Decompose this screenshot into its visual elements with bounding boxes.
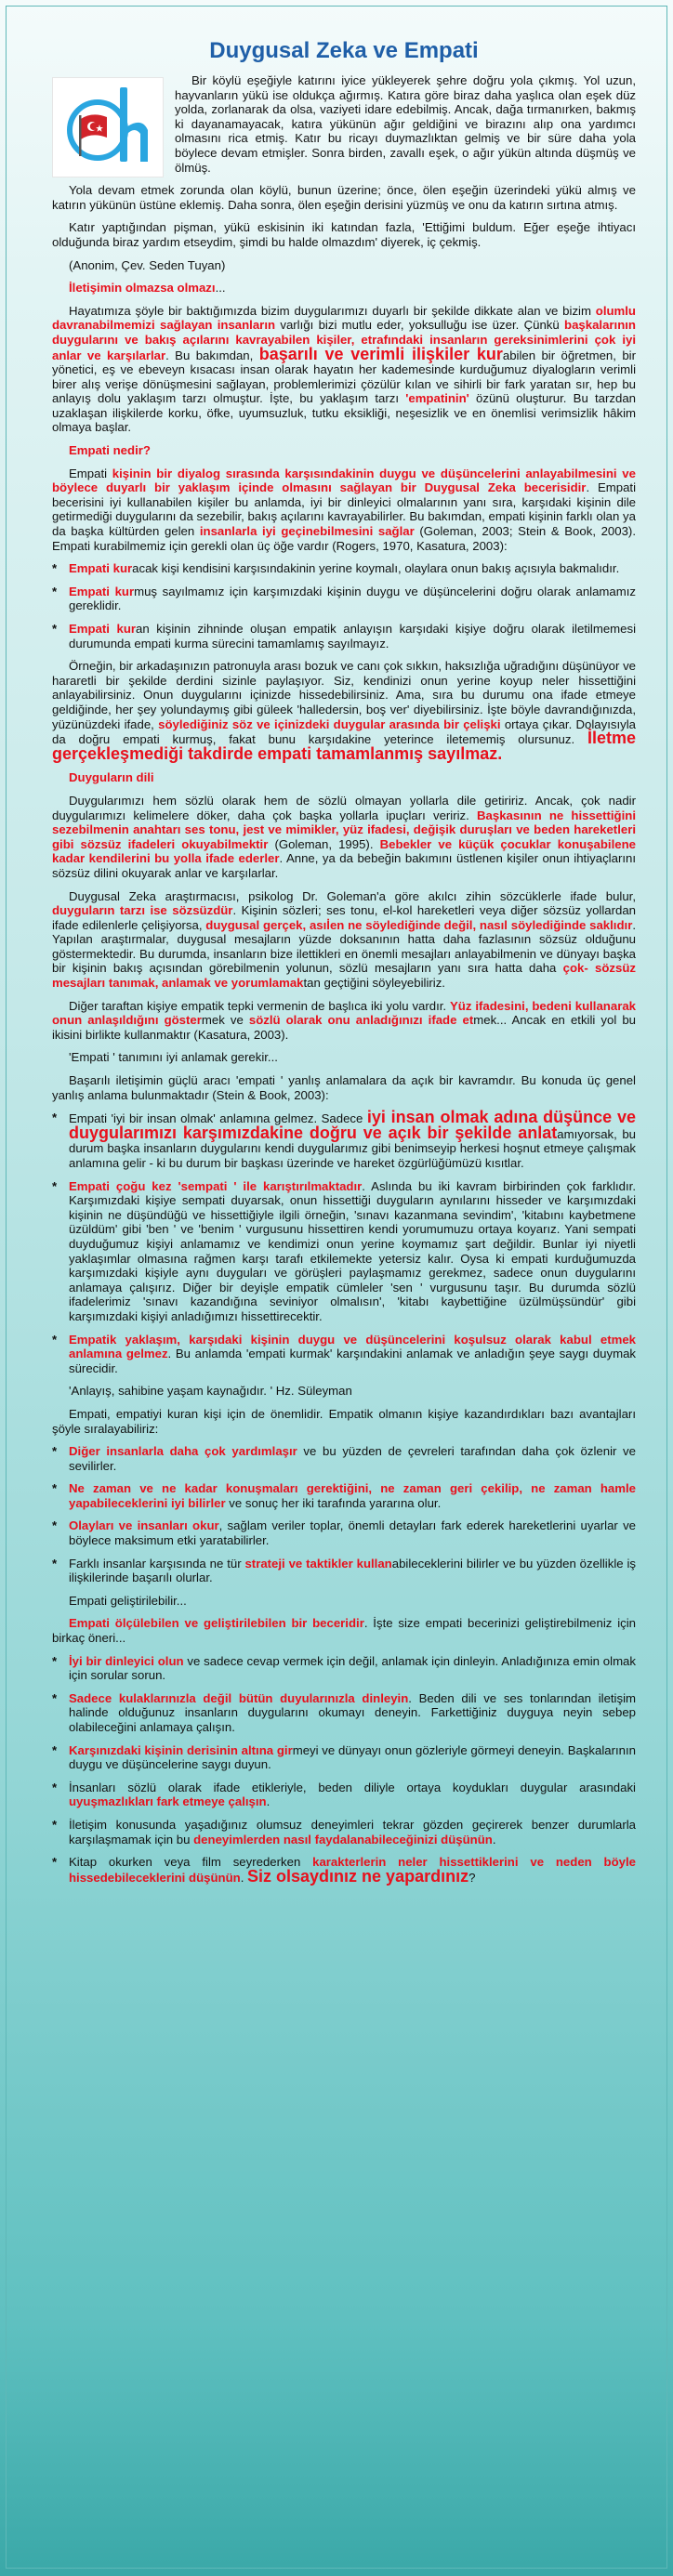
language-paragraph-1: Duygularımızı hem sözlü olarak hem de sözlü olmayan yollarla dile getiririz. Ancak, çok nadir duygularımızı kelimelere döker, daha çok başka yollarla ipuçları veririz. Başkasının ne hissettiğini sezebilmenin anahtarı ses tonu, jest ve mimikler, yüz ifadesi, değişik duruşları ve beden hareketleri gibi sözsüz ifadeleri okuyabilmektir (Goleman, 1995). Bebekler ve küçük çocuklar konuşabilene kadar kendilerini bu yolla ifade ederler. Anne, ya da bebeğin bakımını üstlenen kişiler onun ihtiyaçlarını sözsüz dilini okuyarak anlar ve karşılarlar.	[52, 793, 636, 880]
advantages-intro: Empati, empatiyi kuran kişi için de önemlidir. Empatik olmanın kişiye kazandırdıkları bazı avantajları şöyle sıralayabiliriz:	[52, 1406, 636, 1436]
intro-paragraph-1: Bir köylü eşeğiyle katırını iyice yükleyerek şehre doğru yola çıkmış. Yol uzun, hayvanların yükü ise oldukça ağırmış. Katıra göre biraz daha yaşlıca olan eşek düz yolda, zorlanarak da olsa, vaziyeti idare edebilmiş. Ancak, dağa tırmanırken, bakmış ki dayanamayacak, katıra yükünün ağır geldiğini ve birazını alıp ona yardımcı olmasını rica etmiş. Katır bu ricayı duymazlıktan gelmiş ve bir süre daha yola böylece devam etmişler. Sonra birden, zavallı eşek, o ağır yükün altında düşmüş ve ölmüş.	[52, 73, 636, 175]
page-title: Duygusal Zeka ve Empati	[209, 38, 479, 63]
develop-paragraph: Empati ölçülebilen ve geliştirilebilen bir beceridir. İşte size empati becerinizi geliştirebilmeniz için birkaç öneri...	[52, 1616, 636, 1646]
intro-paragraph-3: Katır yaptığından pişman, yükü eskisinin iki katından fazla, 'Ettiğimi buldum. Eğer eşeğe ihtiyacı olduğunda biraz yardım etseydim, şimdi bu halde olmazdım' diyerek, iç çekmiş.	[52, 220, 636, 249]
empathy-definition-paragraph: Empati kişinin bir diyalog sırasında karşısındakinin duygu ve düşüncelerini anlayabilmesini ve böylece duyarlı bir yaklaşım içinde olmasını sağlayan bir Duygusal Zeka becerisidir. Empati becerisini iyi kullanabilen kişiler bu anlamda, iyi bir dinleyici olmalarının yanı sıra, karşıdaki kişinin dile getirmediği duygularını da sezebilir, bakış açılarını kavrayabilirler. Bu bakımdan, empati kişinin farklı olan ya da başka kültürden gelen insanlarla iyi geçinebilmesini sağlar (Goleman, 2003; Stein & Book, 2003). Empati kurabilmemiz için gerekli olan üç öğe vardır (Rogers, 1970, Kasatura, 2003):	[52, 466, 636, 553]
list-item: * Empati çoğu kez 'sempati ' ile karıştırılmaktadır. Aslında bu iki kavram birbirinden çok farklıdır. Karşımızdaki kişiye sempati duyarsak, onun hissettiği duyguların aynılarını hisseder ve karşımızdaki kişinin ne düşündüğü ve hissettiğiyle ilgili örneğin, 'sınavı kazanmana sevindim', 'kitabını kaybetmene üzüldüm' gibi 'ben ' ve 'benim ' vurgusunu hissettiren kendi yorumumuzu ortaya koyarız. Yani sempati duyduğumuz kişiyi anlamamız ve kendimizi onun yerine koymamız şart değildir. Bunlar iyi niyetli yaklaşımlar olmasına rağmen karşı tarafı etkilemekte yetersiz kalır. Oysa ki empati kurduğumuzda karşımızdaki kişiyle aynı duyguları ve görüşleri paylaşmamız gerekmez, sadece onun duygularını anlamaya çalışırız. Diğer bir deyişle empatik cümleler 'sen ' vurgusunu taşır. Bu durumda sözlü ifadelerimiz 'sınavı kazandığına seviniyor olmalısın', 'kitabı kaybettiğine üzülmüşsündür' gibi karşımızdaki kişiyi anladığımızı hissettirecektir.	[52, 1178, 636, 1323]
intro-source: (Anonim, Çev. Seden Tuyan)	[69, 257, 226, 272]
list-item: * Ne zaman ve ne kadar konuşmaları gerektiğini, ne zaman geri çekilip, ne zaman hamle yapabileceklerini iyi bilirler ve sonuç her iki tarafında yararına olur.	[52, 1481, 636, 1510]
language-paragraph-2: Duygusal Zeka araştırmacısı, psikolog Dr. Goleman'a göre akılcı zihin sözcüklerle ifade bulur, duyguların tarzı ise sözsüzdür. Kişinin sözleri; ses tonu, el-kol hareketleri veya diğer sözsüz yollardan ifade edilenlerle çelişiyorsa, duygusal gerçek, asıl̇en ne söylediğinde değil, nasıl söylediğinde saklıdır. Yapılan araştırmalar, duygusal mesajların yüzde doksanının hatta daha fazlasının sözsüz olduğunu göstermektedir. Bu durumda, insanların bize ilettikleri en önemli mesajları anlayabilmenin ve dünyayı başka bir kişinin bakış açısından görebilmenin yolunun, sözlü mesajların yanı sıra hatta daha çok- sözsüz mesajları tanımak, anlamak ve yorumlamaktan geçtiğini söyleyebiliriz.	[52, 888, 636, 991]
list-item: * İletişim konusunda yaşadığınız olumsuz deneyimleri tekrar gözden geçirerek benzer durumlarla karşılaşmamak için bu deneyimlerden nasıl faydalanabileceğinizi düşünün.	[52, 1817, 636, 1847]
section-communication	[52, 281, 636, 435]
intro-section	[52, 73, 636, 272]
list-item: * Empati kuran kişinin zihninde oluşan empatik anlayışın karşıdaki kişiye doğru olarak iletilmemesi durumunda empati kurma sürecini tamamlamış sayılmayız.	[52, 622, 637, 651]
list-item: * Olayları ve insanları okur, sağlam veriler toplar, önemli detayları fark ederek hareketlerini uyarlar ve böylece maksimum etki yaratabilirler.	[52, 1518, 637, 1548]
list-item: * Empatik yaklaşım, karşıdaki kişinin duygu ve düşüncelerini koşulsuz olarak kabul etmek anlamına gelmez. Bu anlamda 'empati kurmak' karşındakini anlamak ve anladığın şeye saygı duymak sürecidir.	[52, 1332, 636, 1375]
section-communication-paragraph: Hayatımıza şöyle bir baktığımızda bizim duygularımızı duyarlı bir şekilde dikkate alan ve bizim olumlu davranabilmemizi sağlayan insanların varlığı bizi mutlu eder, yoksulluğu ise üzer. Çünkü başkalarının duygularını ve bakış açılarını kavrayabilen kişiler, etrafındaki insanların gereksinimlerini çok iyi anlar ve karşılarlar. Bu bakımdan, başarılı ve verimli ilişkiler kurabilen bir öğretmen, bir yönetici, eş ve ebeveyn kısacası insan olarak hayatın her kademesinde kurduğumuz diyalogların verimli birer alış verişe dönüşmesini sağlayan, problemlerimizi çözülür kılan ve sihirli bir fark yaratan sır, hep bu anlayış dolu yaklaşım tarzı olmuştur. İşte, bu yaklaşım tarzı 'empatinin' özünü oluşturur. Bu tarzdan uzaklaşan ilişkilerde korku, öfke, uyumsuzluk, tutku eksikliği, neşesizlik ve en önemlisi verimsizlik hâkim olmaya başlar.	[52, 303, 637, 435]
list-item: * İyi bir dinleyici olun ve sadece cevap vermek için değil, anlamak için dinleyin. Anladığınıza emin olmak için sorular sorun.	[52, 1653, 636, 1683]
section-what-is-empathy	[52, 443, 636, 762]
list-item: * İnsanları sözlü olarak ifade etikleriyle, beden diliyle ortaya koydukları duygular arasındaki uyuşmazlıkları fark etmeye çalışın.	[52, 1780, 636, 1809]
list-item: * Diğer insanlarla daha çok yardımlaşır ve bu yüzden de çevreleri tarafından daha çok özlenir ve sevilirler.	[52, 1444, 636, 1473]
list-item: * Farklı insanlar karşısında ne tür strateji ve taktikler kullanabileceklerini bilirler ve bu yüzden özellikle iş ilişkilerinde başarılı olurlar.	[52, 1556, 636, 1585]
section-tips	[52, 1654, 636, 1886]
list-item: * Empati kurmuş sayılmamız için karşımızdaki kişinin duygu ve düşüncelerini doğru olarak anlamamız gereklidir.	[52, 584, 636, 613]
section-language-of-emotions	[52, 770, 636, 1102]
page-frame	[6, 6, 667, 2569]
list-item: * Kitap okurken veya film seyrederken karakterlerin neler hissettiklerini ve neden böyle hissedebileceklerini düşünün. Siz olsaydınız ne yapardınız?	[52, 1855, 636, 1886]
develop-heading: Empati geliştirilebilir...	[69, 1593, 187, 1608]
example-paragraph: Örneğin, bir arkadaşınızın patronuyla arası bozuk ve canı çok sıkkın, haksızlığa uğradığını düşünüyor ve hararetli bir şekilde derdini sizinle paylaşıyor. Siz, kendinizi onun yerine koyup neler hissettiğini anlayabilirsiniz. Onun duygularını içinizde hissedebilirsiniz. Ama, sıra bu durumu ona ifade etmeye geldiğinde, her şey yolundaymış gibi güleek 'halledersin, boş ver' diyebilirsiniz. İşte böyle davrandığınızda, yüzünüzdeki ifade, söylediğiniz söz ve içinizdeki duygular arasında bir çelişki ortaya çıkar. Dolayısıyla da doğru empati kurmuş, fakat bunu karşıdakine yeterince iletememiş olursunuz. İletme gerçekleşmediği takdirde empati tamamlanmış sayılmaz.	[52, 659, 637, 763]
section-misconceptions	[52, 1108, 636, 1436]
list-item: * Sadece kulaklarınızla değil bütün duyularınızla dinleyin. Beden dili ve ses tonlarından iletişim halinde olduğunuz insanların duygularını okumayı deneyin. Farkettiğiniz duyguya neyin sebep olabileceğini anlamaya çalışın.	[52, 1690, 637, 1734]
flag-logo-icon	[52, 77, 164, 177]
section-communication-heading: İletişimin olmazsa olmazı...	[69, 281, 226, 296]
language-paragraph-3: Diğer taraftan kişiye empatik tepki vermenin de başlıca iki yolu vardır. Yüz ifadesini, bedeni kullanarak onun anlaşıldığını göstermek ve sözlü olarak onu anladığınızı ifade etmek... Ancak en etkili yol bu ikisini birlikte kullanmaktır (Kasatura, 2003).	[52, 998, 637, 1042]
list-item: * Empati 'iyi bir insan olmak' anlamına gelmez. Sadece iyi insan olmak adına düşünce ve duygularımızı karşımızdakine doğru ve açık bir şekilde anlatamıyorsak, bu durum başka insanların duygularını kendi duygularımız gibi benimseyip herkesi hoşnut etmeye çalışmak anlamına gelir - ki bu durum bir başkası üzerinde ve hareket özgürlüğümüzü kısıtlar.	[52, 1108, 636, 1170]
list-item: * Karşınızdaki kişinin derisinin altına girmeyi ve dünyayı onun gözleriyle görmeyi deneyin. Başkalarının duygu ve düşüncelerine saygı duyun.	[52, 1742, 636, 1772]
language-paragraph-4: 'Empati ' tanımını iyi anlamak gerekir...	[69, 1050, 278, 1065]
list-item: * Empati kuracak kişi kendisini karşısındakinin yerine koymalı, olaylara onun bakış açısıyla bakmalıdır.	[52, 561, 620, 576]
section-language-heading: Duyguların dili	[69, 770, 154, 785]
language-paragraph-5: Başarılı iletişimin güçlü aracı 'empati ' yanlış anlamalara da açık bir kavramdır. Bu konuda üç genel yanlış anlama bulunmaktadır (Stein & Book, 2003):	[52, 1073, 636, 1102]
section-advantages	[52, 1444, 636, 1646]
intro-paragraph-2: Yola devam etmek zorunda olan köylü, bunun üzerine; önce, ölen eşeğin üzerindeki yükü almış ve katırın yükünün üstüne eklemiş. Daha sonra, ölen eşeğin derisini yüzmüş ve onu da katırın sırtına atmış.	[52, 183, 636, 212]
article	[52, 7, 636, 1893]
section-what-is-empathy-heading: Empati nedir?	[69, 443, 151, 458]
quote: 'Anlayış, sahibine yaşam kaynağıdır. ' Hz. Süleyman	[69, 1384, 352, 1399]
